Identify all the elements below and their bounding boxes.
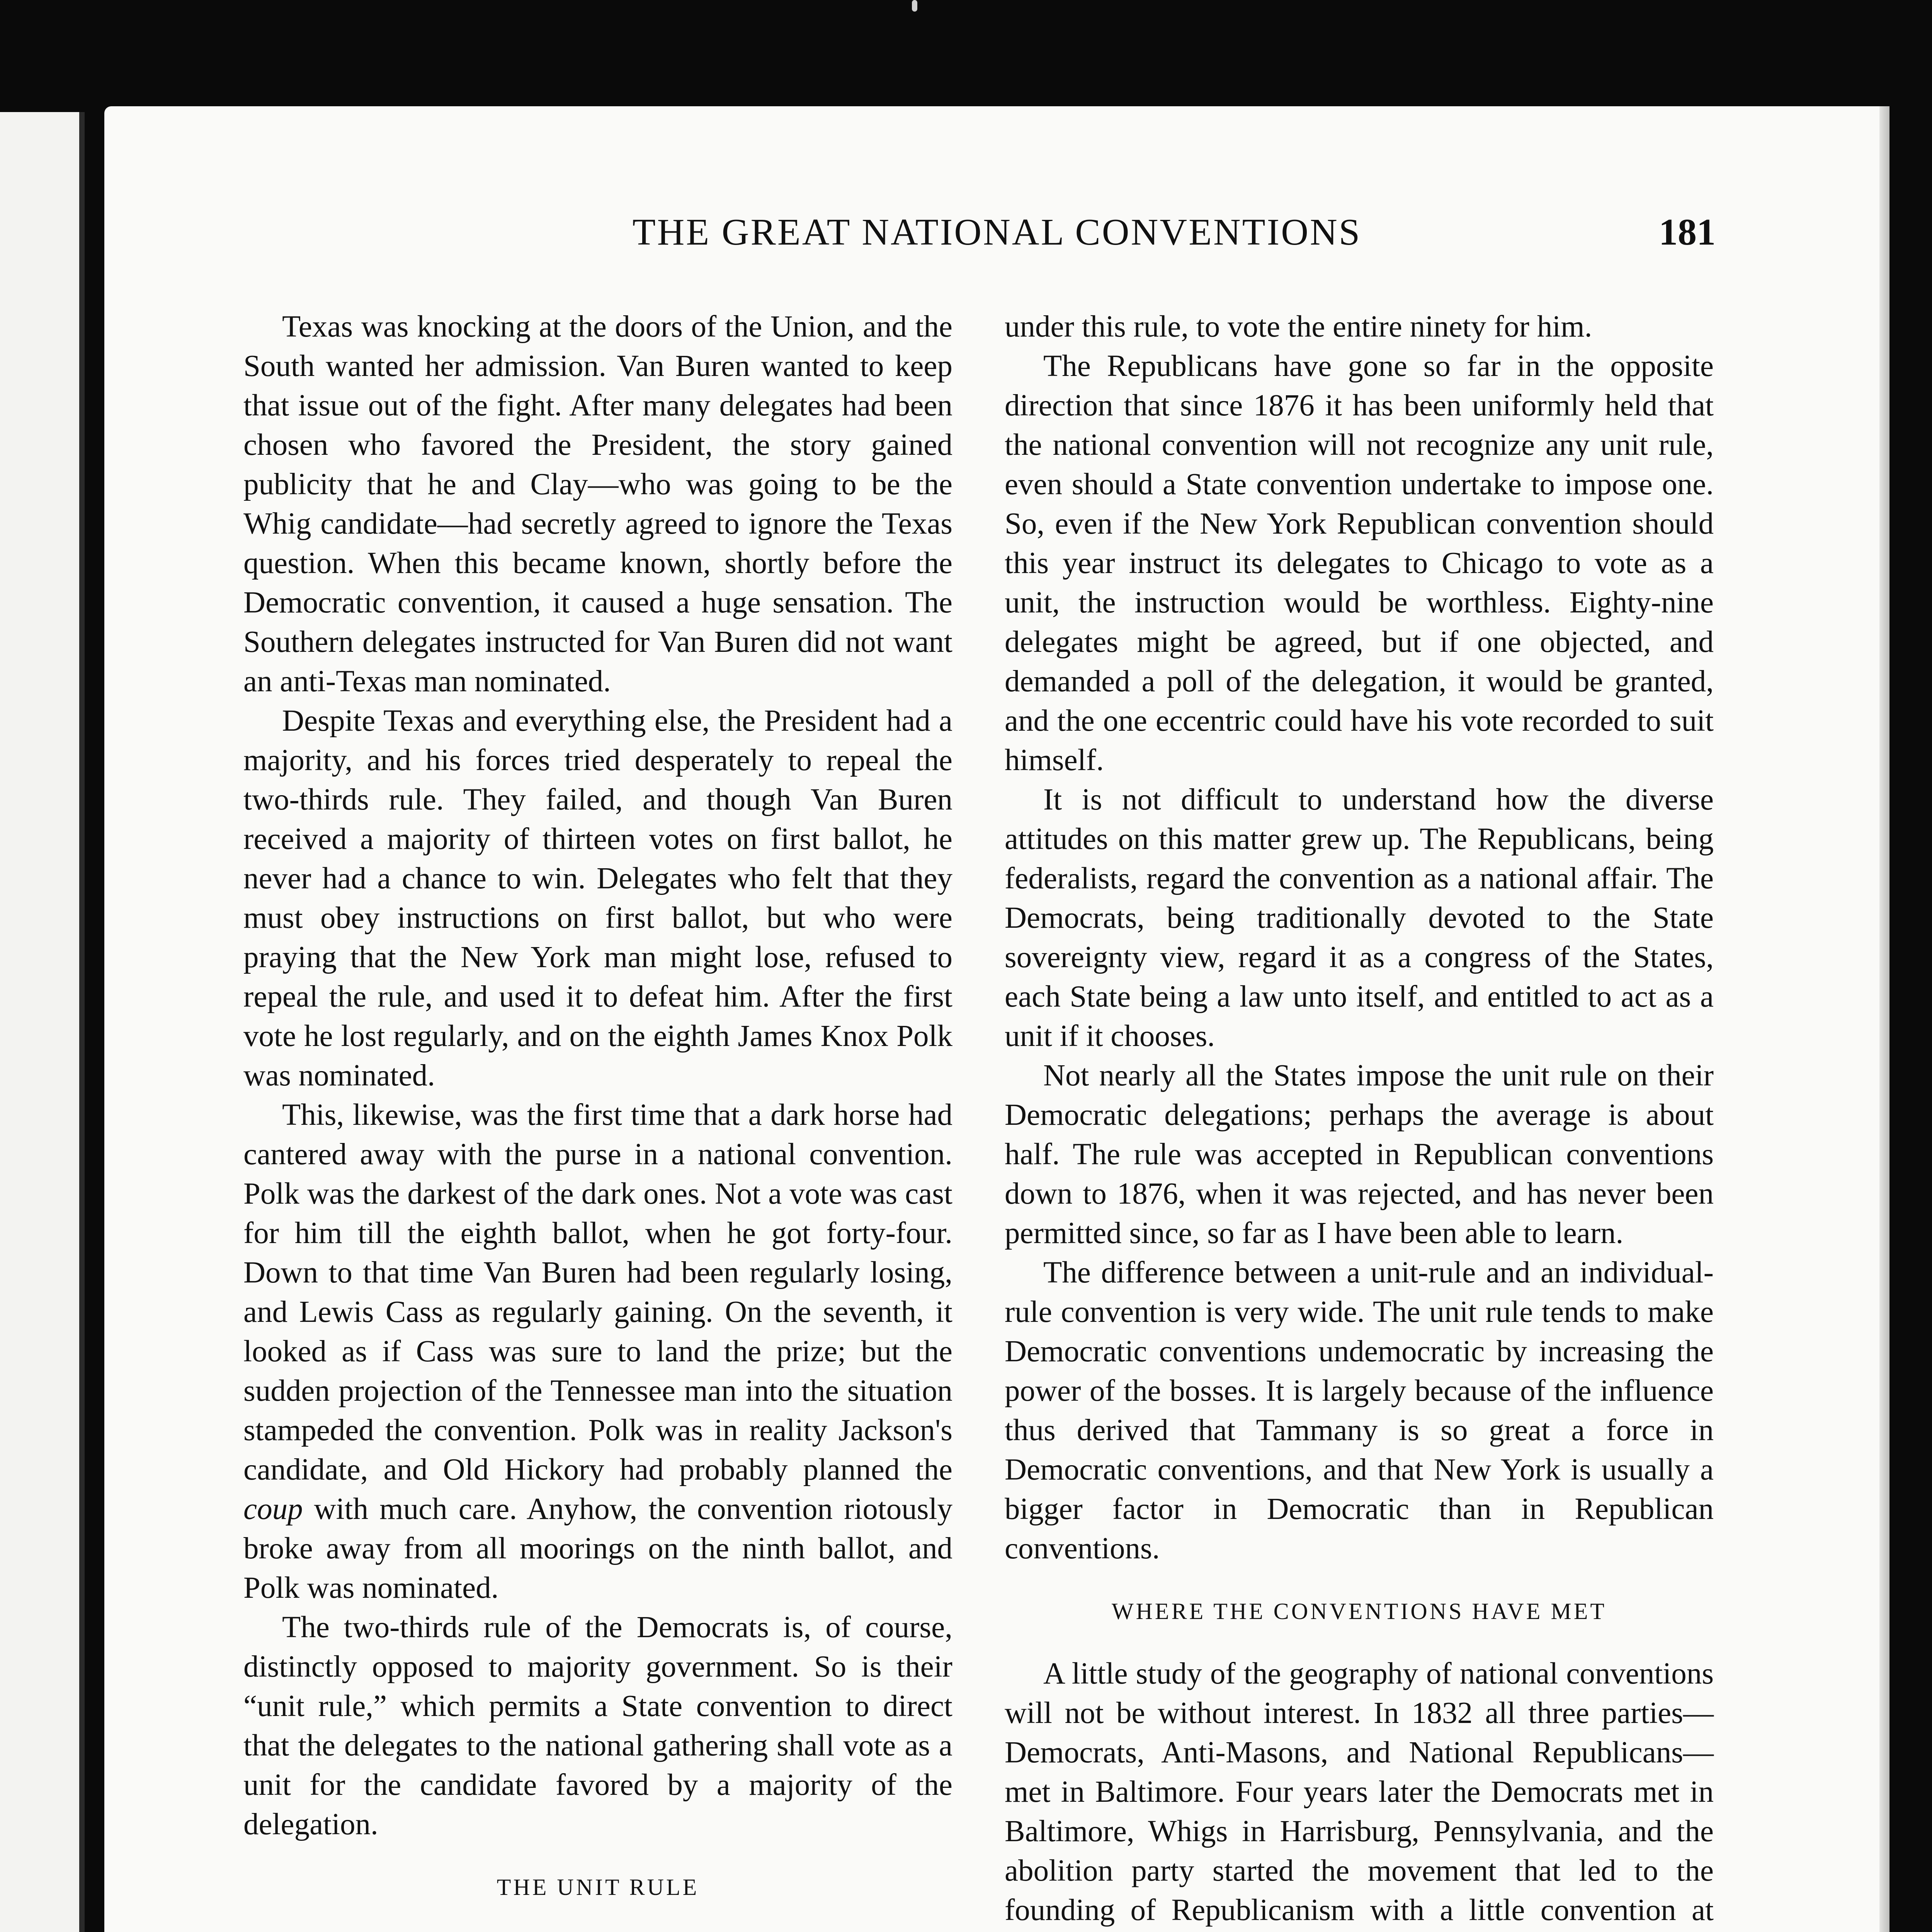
- facing-page-edge: [0, 112, 85, 1932]
- book-page: [104, 106, 1889, 1932]
- section-heading: WHERE THE CONVENTIONS HAVE MET: [1111, 1599, 1607, 1624]
- left-column: [243, 307, 952, 1932]
- page-number: 181: [1659, 211, 1716, 253]
- paragraph: Texas was knocking at the doors of the Union, and the South wanted her admission. Van Buren wanted to keep that issue out of the fight. After many delegates had been chosen who favored the President, the story gained publicity that he and Clay—who was going to be the Whig candidate—had secretly agreed to ignore the Texas question. When this became known, shortly before the Democratic convention, it caused a huge sensation. The Southern delegates instructed for Van Buren did not want an anti-Texas man nominated.: [243, 310, 952, 698]
- italic-word: coup: [243, 1492, 303, 1526]
- section-heading: THE UNIT RULE: [497, 1874, 699, 1900]
- paragraph: [243, 1095, 952, 1608]
- right-column: [1005, 307, 1714, 1932]
- paragraph: The difference between a unit-rule and an individual-rule convention is very wide. The unit rule tends to make Democratic conventions undemocratic by increasing the power of the bosses. It is largely because of the influence thus derived that Tammany is so great a force in Democratic conventions, and that New York is usually a bigger factor in Democratic than in Republican conventions.: [1005, 1256, 1714, 1565]
- paragraph: Despite Texas and everything else, the President had a majority, and his forces tried desperately to repeal the two-thirds rule. They failed, and though Van Buren received a majority of thirteen votes on first ballot, he never had a chance to win. Delegates who felt that they must obey instructions on first ballot, but who were praying that the New York man might lose, refused to repeal the rule, and used it to defeat him. After the first vote he lost regularly, and on the eighth James Knox Polk was nominated.: [243, 704, 952, 1092]
- paragraph: A little study of the geography of national conventions will not be without interest. In 1832 all three parties—Democrats, Anti-Masons, and National Republicans—met in Baltimore. Four years later the Democrats met in Baltimore, Whigs in Harrisburg, Pennsylvania, and the abolition party started the movement that led to the founding of Republicanism with a little convention at: [1005, 1657, 1714, 1927]
- paragraph: [243, 1930, 952, 1932]
- paragraph-text: This, likewise, was the first time that a dark horse had cantered away with the purse in a national convention. Polk was the darkest of the dark ones. Not a vote was cast for him till the eighth ballot, when he got forty-four. Down to that time Van Buren had been regularly losing, and Lewis Cass as regularly gaining. On the seventh, it looked as if Cass was sure to land the prize; but the sudden projection of the Tennessee man into the situation stampeded the convention. Polk was in reality Jackson's candidate, and Old Hickory had probably planned the: [243, 1098, 952, 1486]
- paragraph-continued: under this rule, to vote the entire ninety for him.: [1005, 310, 1592, 344]
- paragraph-text: with much care. Anyhow, the convention riotously broke away from all moorings on the ninth ballot, and Polk was nominated.: [243, 1492, 952, 1605]
- running-title: THE GREAT NATIONAL CONVENTIONS: [632, 211, 1362, 253]
- page-edge-shadow: [1879, 106, 1889, 1932]
- paragraph: The Republicans have gone so far in the opposite direction that since 1876 it has been uniformly held that the national convention will not recognize any unit rule, even should a State convention undertake to impose one. So, even if the New York Republican convention should this year instruct its delegates to Chicago to vote as a unit, the instruction would be worthless. Eighty-nine delegates might be agreed, but if one objected, and demanded a poll of the delegation, it would be granted, and the one eccentric could have his vote recorded to suit himself.: [1005, 349, 1714, 777]
- film-speck: [912, 0, 917, 12]
- paragraph: Not nearly all the States impose the unit rule on their Democratic delegations; perhaps the average is about half. The rule was accepted in Republican conventions down to 1876, when it was rejected, and has never been permitted since, so far as I have been able to learn.: [1005, 1059, 1714, 1250]
- paragraph: The two-thirds rule of the Democrats is, of course, distinctly opposed to majority government. So is their “unit rule,” which permits a State convention to direct that the delegates to the national gathering shall vote as a unit for the candidate favored by a majority of the delegation.: [243, 1611, 952, 1841]
- paragraph: It is not difficult to understand how the diverse attitudes on this matter grew up. The Republicans, being federalists, regard the convention as a national affair. The Democrats, being traditionally devoted to the State sovereignty view, regard it as a congress of the States, each State being a law unto itself, and entitled to act as a unit if it chooses.: [1005, 783, 1714, 1053]
